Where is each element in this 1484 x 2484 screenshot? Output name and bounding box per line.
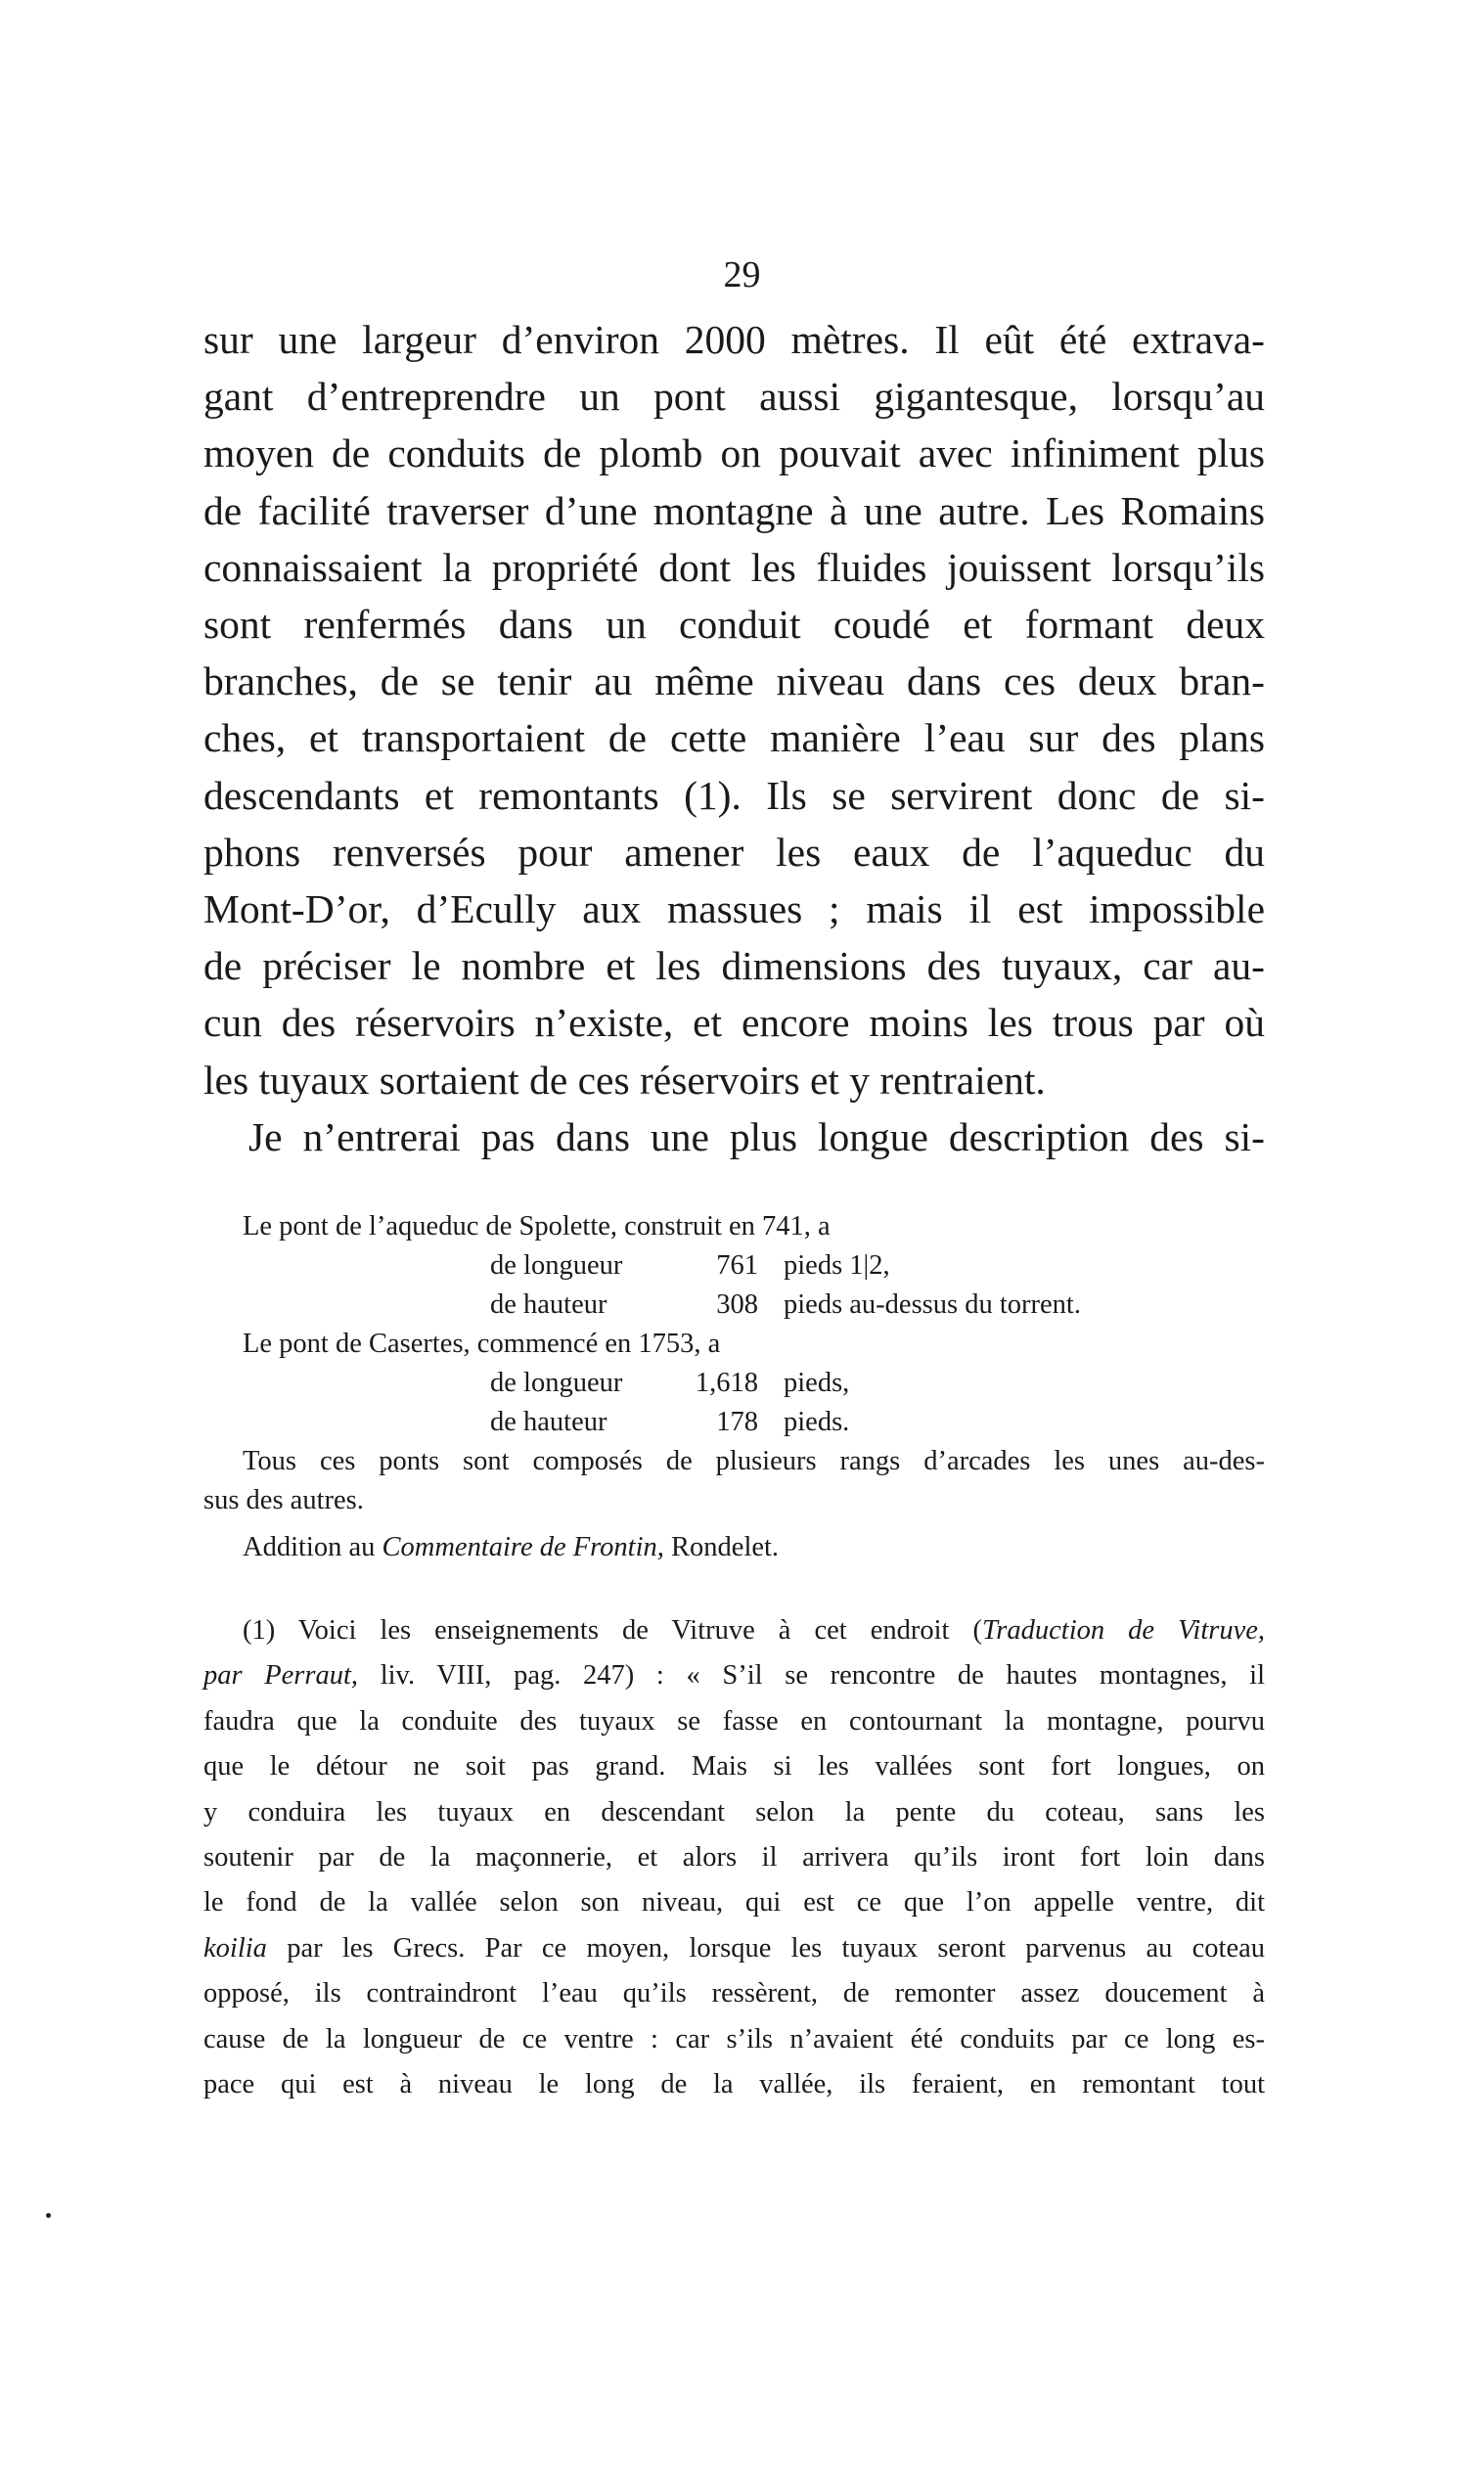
footnote-italic: koilia xyxy=(203,1932,267,1964)
footnote-line: faudra que la conduite des tuyaux se fasse en contournant la montagne, pourvu xyxy=(203,1705,1265,1737)
text-line: phons renversés pour amener les eaux de l’aqueduc du xyxy=(203,829,1265,875)
text-line: Je n’entrerai pas dans une plus longue description des si- xyxy=(248,1113,1265,1159)
text-line: ches, et transportaient de cette manière l’eau sur des plans xyxy=(203,715,1265,761)
text-line: sur une largeur d’environ 2000 mètres. Il eût été extrava- xyxy=(203,317,1265,362)
text-line: cun des réservoirs n’existe, et encore moins les trous par où xyxy=(203,1000,1265,1046)
addition-note xyxy=(203,1528,1265,1567)
text-line: connaissaient la propriété dont les fluides jouissent lorsqu’ils xyxy=(203,544,1265,590)
height-unit: pieds au-dessus du torrent. xyxy=(784,1289,1081,1320)
height-unit: pieds. xyxy=(784,1407,850,1437)
length-unit: pieds, xyxy=(784,1368,850,1398)
footnote-line: soutenir par de la maçonnerie, et alors il arrivera qu’ils iront fort loin dans xyxy=(203,1842,1265,1874)
spoleto-length-row xyxy=(203,1246,1265,1286)
footnote-line xyxy=(203,1926,1265,1971)
footnote-line: y conduira les tuyaux en descendant selon la pente du coteau, sans les xyxy=(203,1796,1265,1828)
length-value: 761 xyxy=(716,1250,758,1281)
footnote-line: le fond de la vallée selon son niveau, qui est ce que l’on appelle ventre, dit xyxy=(203,1887,1265,1919)
footnote-text: liv. VIII, pag. 247) : « S’il se rencontre de hautes montagnes, il xyxy=(380,1660,1266,1692)
arcades-note-line: Tous ces ponts sont composés de plusieurs rangs d’arcades les unes au-des- xyxy=(243,1446,1265,1476)
caserta-length-row xyxy=(203,1364,1265,1403)
text-line: de préciser le nombre et les dimensions des tuyaux, car au- xyxy=(203,943,1265,989)
text-line: branches, de se tenir au même niveau dans ces deux bran- xyxy=(203,658,1265,704)
length-unit: pieds 1|2, xyxy=(784,1250,890,1281)
scan-speck xyxy=(46,2213,51,2218)
length-value: 1,618 xyxy=(695,1368,758,1398)
bridge-notes xyxy=(203,1207,1265,1567)
addition-author: Rondelet. xyxy=(671,1532,780,1562)
footnote-italic: par Perraut, xyxy=(203,1660,359,1692)
height-label: de hauteur xyxy=(490,1407,607,1437)
addition-title: Commentaire de Frontin, xyxy=(382,1532,664,1562)
height-value: 308 xyxy=(716,1289,758,1320)
caserta-bridge-title: Le pont de Casertes, commencé en 1753, a xyxy=(243,1329,721,1359)
arcades-note-line: sus des autres. xyxy=(203,1485,364,1515)
footnote xyxy=(203,1608,1265,2107)
text-line: sont renfermés dans un conduit coudé et formant deux xyxy=(203,602,1265,648)
footnote-line: cause de la longueur de ce ventre : car s’ils n’avaient été conduits par ce long es- xyxy=(203,2023,1265,2055)
page-number: 29 xyxy=(723,254,761,295)
addition-prefix: Addition au xyxy=(243,1532,376,1562)
length-label: de longueur xyxy=(490,1250,623,1281)
text-line: Mont-D’or, d’Ecully aux massues ; mais il est impossible xyxy=(203,886,1265,932)
text-line: gant d’entreprendre un pont aussi gigantesque, lorsqu’au xyxy=(203,374,1265,420)
spoleto-height-row xyxy=(203,1286,1265,1325)
footnote-line xyxy=(203,1653,1265,1698)
length-label: de longueur xyxy=(490,1368,623,1398)
height-value: 178 xyxy=(716,1407,758,1437)
footnote-line: que le détour ne soit pas grand. Mais si les vallées sont fort longues, on xyxy=(203,1751,1265,1783)
spoleto-bridge-title: Le pont de l’aqueduc de Spolette, construit en 741, a xyxy=(243,1211,831,1242)
text-line: les tuyaux sortaient de ces réservoirs et y rentraient. xyxy=(203,1057,1046,1103)
footnote-line xyxy=(203,1608,1265,1653)
height-label: de hauteur xyxy=(490,1289,607,1320)
footnote-text: (1) Voici les enseignements de Vitruve à cet endroit ( xyxy=(243,1615,983,1646)
footnote-text: par les Grecs. Par ce moyen, lorsque les tuyaux seront parvenus au coteau xyxy=(287,1932,1266,1964)
caserta-height-row xyxy=(203,1403,1265,1442)
text-line: moyen de conduits de plomb on pouvait avec infiniment plus xyxy=(203,430,1265,476)
footnote-line: opposé, ils contraindront l’eau qu’ils ressèrent, de remonter assez doucement à xyxy=(203,1978,1265,2010)
main-text xyxy=(203,311,1265,1165)
footnote-italic: Traduction de Vitruve, xyxy=(982,1615,1266,1646)
text-line: descendants et remontants (1). Ils se servirent donc de si- xyxy=(203,772,1265,818)
footnote-line: pace qui est à niveau le long de la vallée, ils feraient, en remontant tout xyxy=(203,2069,1265,2100)
text-line: de facilité traverser d’une montagne à une autre. Les Romains xyxy=(203,487,1265,533)
